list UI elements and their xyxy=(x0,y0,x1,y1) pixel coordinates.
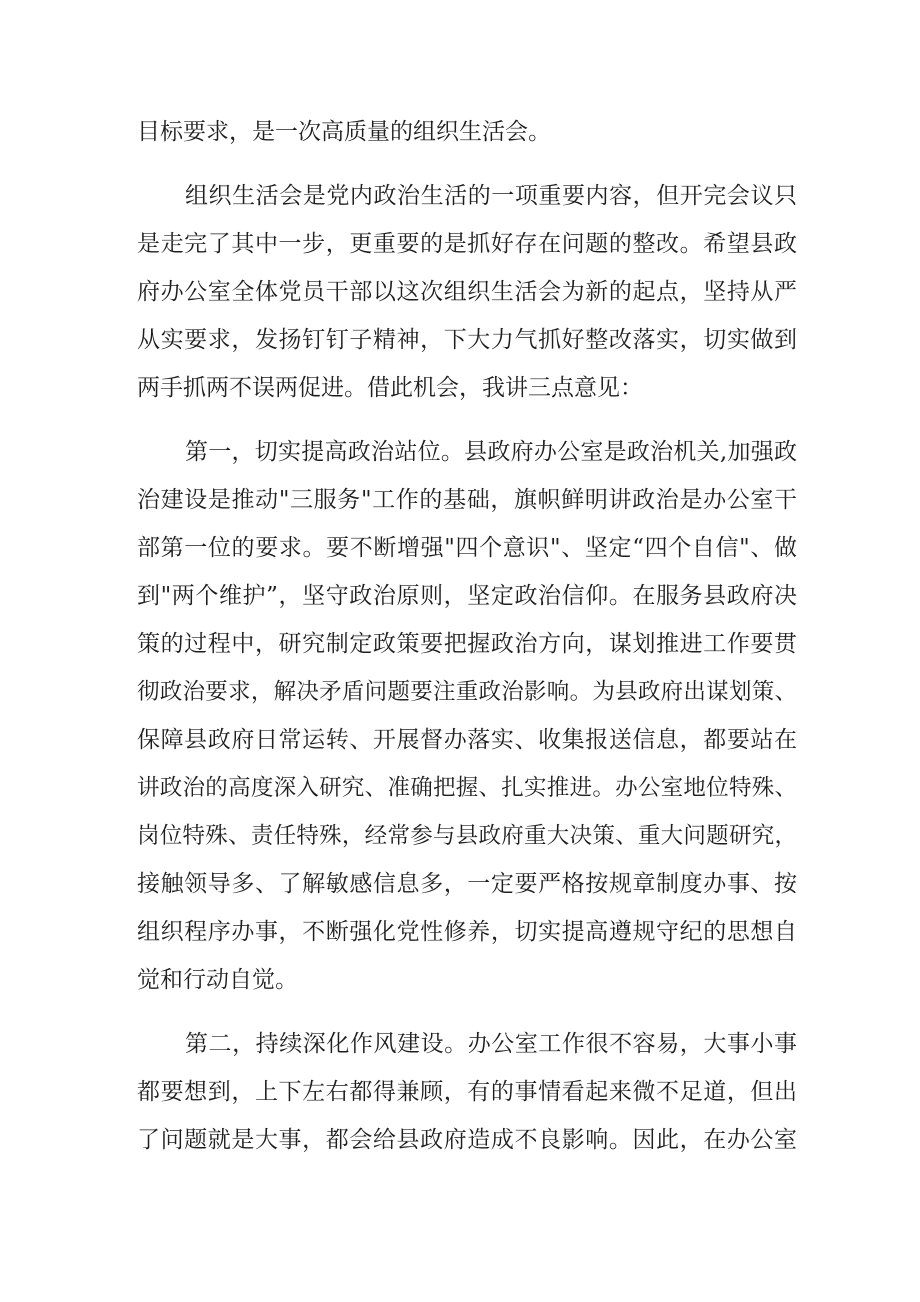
text-line: 是走完了其中一步，更重要的是抓好存在问题的整改。希望县政 xyxy=(137,231,797,257)
text-line: 到"两个维护”，坚守政治原则，坚定政治信仰。在服务县政府决 xyxy=(137,583,797,609)
text-line: 讲政治的高度深入研究、准确把握、扎实推进。办公室地位特殊、 xyxy=(137,775,797,801)
text-line: 目标要求，是一次高质量的组织生活会。 xyxy=(137,119,551,145)
text-line: 都要想到，上下左右都得兼顾，有的事情看起来微不足道，但出 xyxy=(137,1079,797,1105)
text-line: 接触领导多、了解敏感信息多，一定要严格按规章制度办事、按 xyxy=(137,871,797,897)
text-line: 两手抓两不误两促进。借此机会，我讲三点意见： xyxy=(137,375,643,401)
text-line: 彻政治要求，解决矛盾问题要注重政治影响。为县政府出谋划策、 xyxy=(137,679,797,705)
text-line: 策的过程中，研究制定政策要把握政治方向，谋划推进工作要贯 xyxy=(137,631,797,657)
text-line: 府办公室全体党员干部以这次组织生活会为新的起点，坚持从严 xyxy=(137,279,797,305)
text-line: 从实要求，发扬钉钉子精神，下大力气抓好整改落实，切实做到 xyxy=(137,327,797,353)
text-line: 了问题就是大事，都会给县政府造成不良影响。因此，在办公室 xyxy=(137,1127,797,1153)
text-line: 治建设是推动"三服务"工作的基础，旗帜鲜明讲政治是办公室干 xyxy=(137,487,797,513)
text-line: 组织生活会是党内政治生活的一项重要内容，但开完会议只 xyxy=(185,183,797,209)
text-line: 保障县政府日常运转、开展督办落实、收集报送信息，都要站在 xyxy=(137,727,797,753)
text-line: 岗位特殊、责任特殊，经常参与县政府重大决策、重大问题研究， xyxy=(137,823,797,849)
text-line: 第一，切实提高政治站位。县政府办公室是政治机关,加强政 xyxy=(185,439,797,465)
text-line: 第二，持续深化作风建设。办公室工作很不容易，大事小事 xyxy=(185,1031,797,1057)
text-line: 组织程序办事，不断强化党性修养，切实提高遵规守纪的思想自 xyxy=(137,919,797,945)
text-line: 觉和行动自觉。 xyxy=(137,967,298,993)
text-line: 部第一位的要求。要不断增强"四个意识"、坚定“四个自信"、做 xyxy=(137,535,797,561)
